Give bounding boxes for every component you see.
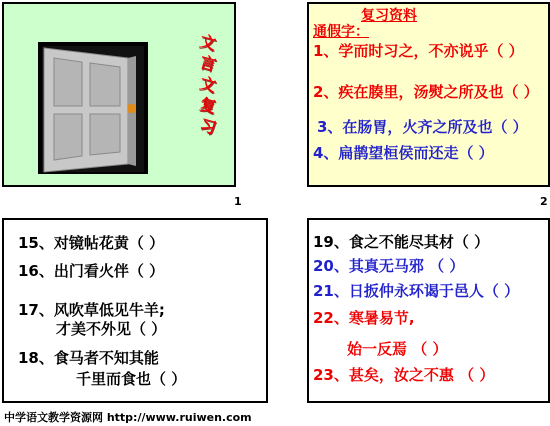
title-char: 文 (197, 31, 219, 54)
list-item: 始一反焉 （ ） (347, 340, 448, 358)
list-item: 4、扁鹊望桓侯而还走（ ） (313, 144, 494, 162)
title-char: 复 (197, 94, 219, 117)
slide-1-vertical-title (196, 32, 220, 137)
list-item: 千里而食也（ ） (76, 370, 187, 388)
title-char: 习 (197, 115, 219, 138)
slide-3 (2, 218, 268, 403)
footer-text: 中学语文教学资源网 http://www.ruiwen.com (4, 411, 252, 424)
page-number-1: 1 (234, 195, 242, 208)
list-item: 22、寒暑易节, (313, 309, 415, 327)
slide-2-subheading: 通假字： (313, 24, 369, 40)
list-item: 15、对镜帖花黄（ ） (18, 234, 165, 252)
list-item: 23、甚矣，汝之不惠 （ ） (313, 366, 495, 384)
list-item: 3、在肠胃，火齐之所及也（ ） (317, 118, 528, 136)
list-item: 1、学而时习之，不亦说乎（ ） (313, 42, 524, 60)
title-char: 文 (197, 73, 219, 96)
list-item: 18、食马者不知其能 (18, 349, 159, 367)
list-item: 2、疾在腠里，汤熨之所及也（ ） (313, 83, 539, 101)
list-item: 19、食之不能尽其材（ ） (313, 233, 490, 251)
slide-2-heading: 复习资料 (361, 8, 417, 24)
slide-1 (2, 2, 236, 187)
list-item: 17、风吹草低见牛羊; (18, 301, 165, 319)
slide-4 (307, 218, 550, 403)
title-char: 言 (197, 52, 219, 75)
list-item: 21、日扳仲永环谒于邑人（ ） (313, 282, 520, 300)
list-item: 20、其真无马邪 （ ） (313, 257, 465, 275)
page-number-2: 2 (540, 195, 548, 208)
list-item: 16、出门看火伴（ ） (18, 262, 165, 280)
open-door-icon (38, 42, 148, 174)
slide-2 (307, 2, 550, 187)
list-item: 才美不外见（ ） (56, 320, 167, 338)
